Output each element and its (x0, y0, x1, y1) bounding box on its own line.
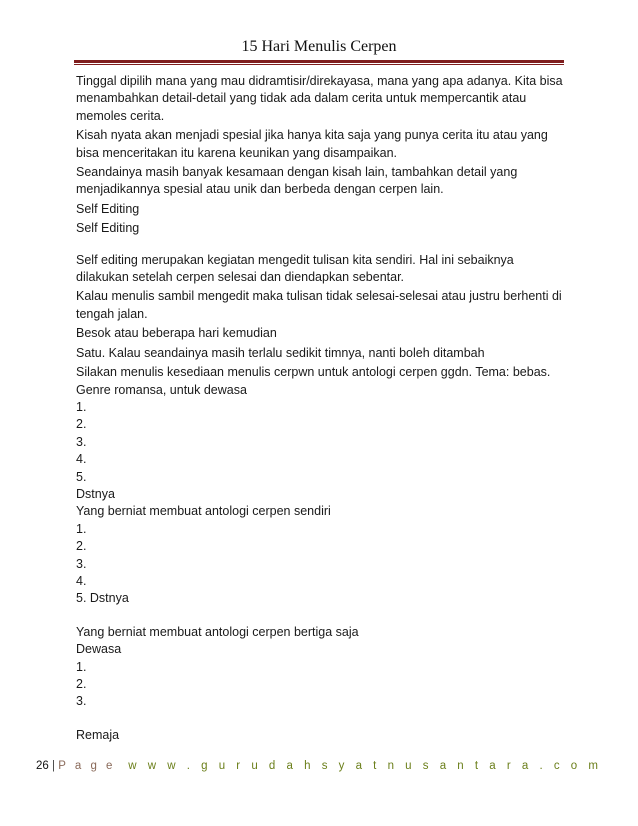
footer-separator: | (52, 760, 55, 772)
paragraph: Silakan menulis kesediaan menulis cerpwn untuk antologi cerpen ggdn. Tema: bebas. (76, 365, 551, 380)
page-footer (0, 760, 638, 772)
paragraph: Seandainya masih banyak kesamaan dengan kisah lain, tambahkan detail yang menjadikannya spesial atau unik dan berbeda dengan cerpen lain. (76, 165, 518, 197)
footer-url-link[interactable]: w w w . g u r u d a h s y a t n u s a n t a r a . c o m (128, 760, 602, 772)
section-heading: Self Editing (76, 221, 140, 236)
list-heading: Yang berniat membuat antologi cerpen sendiri (76, 504, 331, 519)
list-item: Dewasa (76, 642, 122, 657)
document-body (76, 73, 566, 744)
list-item: 1. (76, 659, 87, 674)
list-item: 4. (76, 573, 87, 588)
list-item: 3. (76, 694, 87, 709)
list-heading: Remaja (76, 727, 120, 742)
list-item: 3. (76, 434, 87, 449)
list-item: 5. Dstnya (76, 591, 129, 606)
list-heading: Yang berniat membuat antologi cerpen bertiga saja (76, 624, 359, 639)
page-label: P a g e (58, 760, 116, 772)
paragraph: Kalau menulis sambil mengedit maka tulisan tidak selesai-selesai atau justru berhenti di tengah jalan. (76, 289, 562, 321)
paragraph: Self editing merupakan kegiatan mengedit tulisan kita sendiri. Hal ini sebaiknya dilakukan setelah cerpen selesai dan diendapkan sebentar. (76, 252, 514, 285)
list-item: Dstnya (76, 486, 115, 501)
list-item: 2. (76, 677, 87, 691)
page-number: 26 (36, 760, 49, 772)
list-item: 5. (76, 469, 87, 484)
list-item: 2. (76, 417, 87, 432)
paragraph: Tinggal dipilih mana yang mau didramtisir/direkayasa, mana yang apa adanya. Kita bisa menambahkan detail-detail yang tidak ada dalam cerita untuk mempercantik atau memoles cerita. (76, 74, 563, 123)
paragraph: Kisah nyata akan menjadi spesial jika hanya kita saja yang punya cerita itu atau yang bisa menceritakan itu karena keunikan yang disampaikan. (76, 128, 548, 160)
paragraph: Besok atau beberapa hari kemudian (76, 326, 277, 341)
section-heading: Self Editing (76, 201, 140, 216)
page-header-title: 15 Hari Menulis Cerpen (241, 38, 397, 55)
list-item: 1. (76, 399, 87, 414)
header-rule-thick (74, 60, 564, 63)
list-heading: Genre romansa, untuk dewasa (76, 382, 247, 397)
list-item: 4. (76, 452, 87, 467)
list-item: 3. (76, 556, 87, 571)
list-item: 2. (76, 539, 87, 554)
list-item: 1. (76, 521, 87, 536)
paragraph: Satu. Kalau seandainya masih terlalu sedikit timnya, nanti boleh ditambah (76, 345, 485, 360)
header-rule-thin (74, 64, 564, 65)
